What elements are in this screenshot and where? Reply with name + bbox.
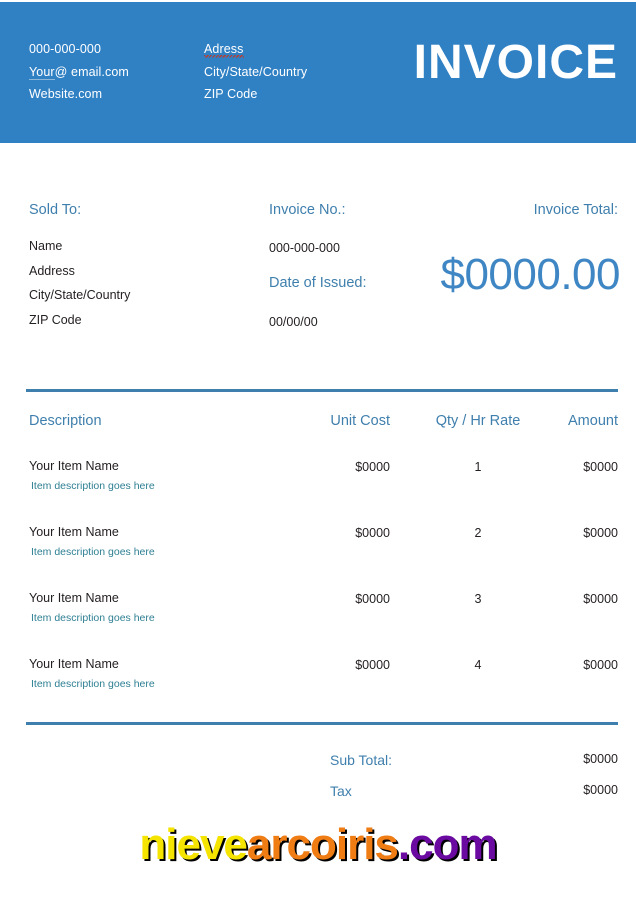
invoice-no-label: Invoice No.: — [269, 202, 346, 218]
column-header-description: Description — [29, 413, 102, 429]
invoice-total-label: Invoice Total: — [533, 202, 618, 218]
header-phone: 000-000-000 — [29, 42, 101, 56]
item-name: Your Item Name — [29, 525, 119, 539]
item-name: Your Item Name — [29, 459, 119, 473]
header-email-rest: @ email.com — [54, 64, 129, 79]
tax-row — [0, 783, 636, 814]
tax-label: Tax — [330, 783, 352, 799]
table-row — [0, 521, 636, 587]
item-amount: $0000 — [583, 658, 618, 672]
sold-to-block — [29, 234, 130, 332]
header-address-line2: City/State/Country — [204, 64, 308, 79]
header-website: Website.com — [29, 87, 103, 101]
tax-value: $0000 — [583, 783, 618, 797]
item-unit-cost: $0000 — [355, 526, 390, 540]
invoice-no-value: 000-000-000 — [269, 241, 340, 255]
header-email — [29, 61, 129, 84]
item-amount: $0000 — [583, 526, 618, 540]
header-address-line1 — [204, 38, 307, 61]
invoice-total-value: $0000.00 — [440, 250, 620, 299]
watermark-part-2: arcoiris — [246, 820, 398, 869]
sub-total-row — [0, 752, 636, 783]
header-band — [0, 2, 636, 143]
item-qty: 2 — [474, 526, 482, 540]
sold-to-name: Name — [29, 239, 63, 253]
table-row — [0, 455, 636, 521]
sold-to-city-state-country: City/State/Country — [29, 288, 131, 302]
items-table-header — [0, 413, 636, 437]
watermark-part-1: nieve — [139, 820, 247, 869]
header-email-grammar-flag: Your — [29, 64, 55, 79]
items-table-body — [0, 455, 636, 719]
item-unit-cost: $0000 — [355, 658, 390, 672]
sub-total-label: Sub Total: — [330, 752, 393, 768]
date-issued-label: Date of Issued: — [269, 275, 367, 291]
totals-section — [0, 752, 636, 814]
item-description: Item description goes here — [31, 480, 155, 492]
item-qty: 1 — [474, 460, 482, 474]
sold-to-label: Sold To: — [29, 202, 82, 218]
item-amount: $0000 — [583, 460, 618, 474]
column-header-unit-cost: Unit Cost — [330, 413, 390, 429]
header-contact-block — [29, 38, 129, 106]
column-header-amount: Amount — [568, 413, 618, 429]
header-address-block — [204, 38, 307, 106]
item-qty: 4 — [474, 658, 482, 672]
column-header-qty-hr-rate: Qty / Hr Rate — [435, 413, 521, 429]
watermark-part-3: .com — [397, 820, 497, 869]
date-issued-value: 00/00/00 — [269, 315, 318, 329]
header-address-spell-flag: Adress — [204, 42, 244, 59]
invoice-title: INVOICE — [413, 36, 618, 89]
item-name: Your Item Name — [29, 657, 119, 671]
invoice-meta-section — [0, 143, 636, 383]
item-description: Item description goes here — [31, 612, 155, 624]
header-address-line3: ZIP Code — [204, 87, 258, 101]
item-qty: 3 — [474, 592, 482, 606]
sold-to-address: Address — [29, 263, 75, 278]
item-description: Item description goes here — [31, 678, 155, 690]
table-bottom-rule — [26, 722, 618, 725]
item-name: Your Item Name — [29, 591, 119, 605]
item-amount: $0000 — [583, 592, 618, 606]
sub-total-value: $0000 — [583, 752, 618, 766]
table-top-rule — [26, 389, 618, 392]
item-description: Item description goes here — [31, 546, 155, 558]
table-row — [0, 653, 636, 719]
watermark — [0, 820, 636, 870]
item-unit-cost: $0000 — [355, 460, 390, 474]
item-unit-cost: $0000 — [355, 592, 390, 606]
table-row — [0, 587, 636, 653]
sold-to-zip: ZIP Code — [29, 312, 82, 327]
